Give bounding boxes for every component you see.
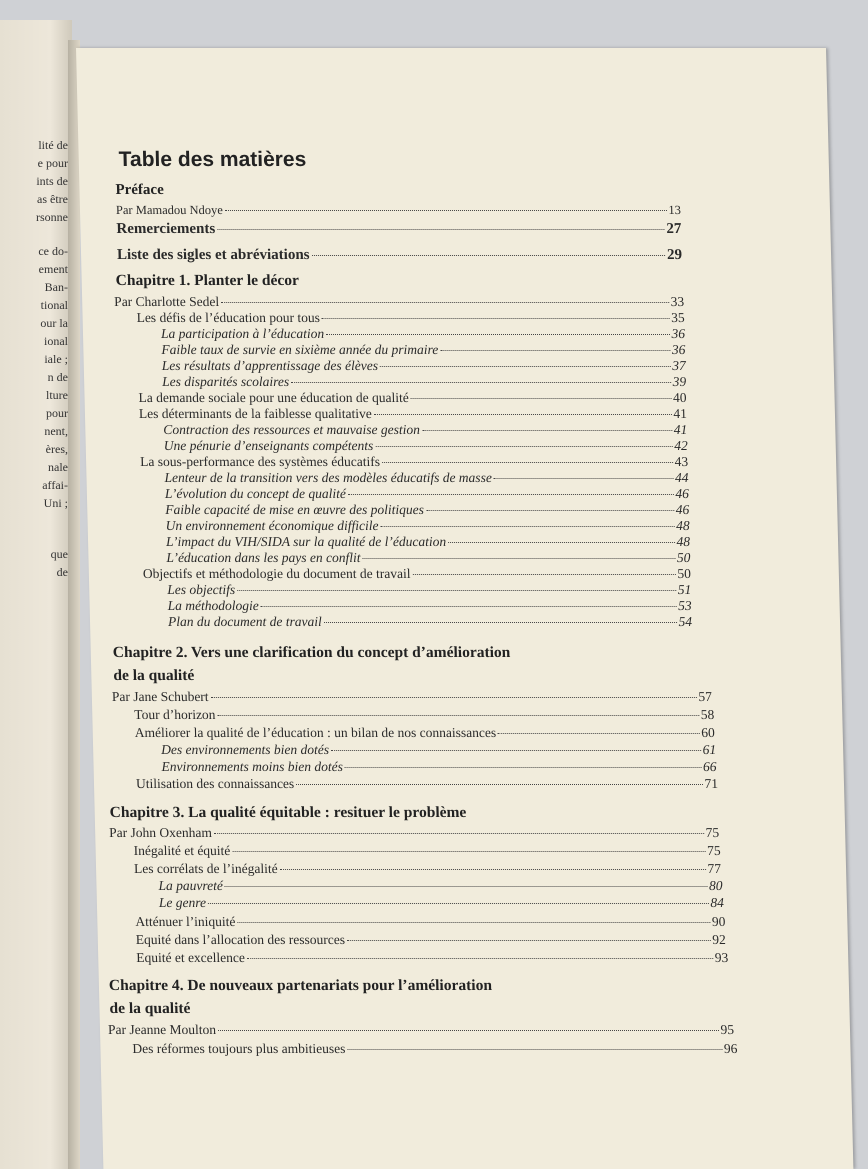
toc-entry bbox=[162, 358, 686, 374]
toc-entry-label: Un environnement économique difficile bbox=[165, 518, 379, 533]
left-page-fragment: rsonne bbox=[36, 210, 68, 224]
toc-entry-label: Par Jane Schubert bbox=[111, 689, 209, 704]
left-page-fragment: ce do- bbox=[38, 244, 68, 258]
dot-leader bbox=[218, 1030, 719, 1031]
toc-entry bbox=[164, 470, 688, 486]
toc-entry bbox=[162, 374, 686, 390]
left-page-fragment: lture bbox=[46, 388, 68, 402]
toc-entry-page: 33 bbox=[670, 294, 685, 309]
toc-entry bbox=[161, 342, 685, 358]
toc-entry-label: Des environnements bien dotés bbox=[160, 742, 330, 757]
toc-entry bbox=[165, 486, 689, 502]
toc-entry-label: Equité dans l’allocation des ressources bbox=[135, 932, 346, 947]
toc-entry-label: Par Charlotte Sedel bbox=[114, 294, 220, 309]
toc-entry-label: Les objectifs bbox=[167, 582, 236, 597]
toc-entry bbox=[158, 878, 722, 894]
dot-leader bbox=[422, 430, 672, 431]
toc-entry-page: 77 bbox=[707, 861, 722, 876]
toc-entry bbox=[166, 534, 690, 550]
toc-entry-label: La participation à l’éducation bbox=[160, 326, 325, 341]
toc-entry bbox=[109, 825, 719, 841]
preface-heading: Préface bbox=[115, 182, 164, 198]
dot-leader bbox=[494, 478, 673, 479]
toc-entry-page: 66 bbox=[702, 759, 717, 774]
toc-entry bbox=[132, 1041, 737, 1057]
toc-entry-page: 84 bbox=[710, 895, 725, 910]
dot-leader bbox=[347, 1049, 722, 1050]
dot-leader bbox=[426, 510, 674, 511]
dot-leader bbox=[237, 922, 709, 923]
toc-entry bbox=[136, 310, 684, 326]
dot-leader bbox=[448, 542, 674, 543]
dot-leader bbox=[363, 558, 675, 559]
toc-entry-label: Liste des sigles et abréviations bbox=[116, 247, 310, 263]
toc-entry-page: 96 bbox=[723, 1041, 738, 1056]
toc-entry-label: Les résultats d’apprentissage des élèves bbox=[161, 358, 379, 373]
toc-entry bbox=[161, 326, 685, 342]
dot-leader bbox=[322, 318, 669, 319]
toc-entry-page: 58 bbox=[700, 707, 715, 722]
book-gutter bbox=[68, 40, 80, 1169]
toc-entry bbox=[161, 759, 716, 775]
toc-entry bbox=[167, 582, 691, 598]
toc-entry-label: L’éducation dans les pays en conflit bbox=[166, 550, 361, 565]
toc-entry bbox=[135, 725, 715, 741]
toc-entry bbox=[134, 707, 714, 723]
toc-entry-page: 27 bbox=[666, 221, 682, 237]
toc-entry-label: La méthodologie bbox=[167, 598, 259, 613]
left-page-fragment: affai- bbox=[42, 478, 68, 492]
dot-leader bbox=[345, 767, 701, 768]
toc-entry-page: 46 bbox=[675, 486, 690, 501]
toc-entry bbox=[138, 390, 686, 406]
toc-entry-label: La sous-performance des systèmes éducatifs bbox=[139, 454, 381, 469]
left-page-fragment: tional bbox=[40, 298, 68, 312]
dot-leader bbox=[326, 334, 669, 335]
toc-entry bbox=[168, 614, 692, 630]
toc-entry-label: Par Jeanne Moulton bbox=[107, 1022, 217, 1037]
toc-entry bbox=[117, 247, 682, 263]
toc-entry-page: 29 bbox=[666, 247, 683, 263]
chapter-2-heading: Chapitre 2. Vers une clarification du concept d’amélioration bbox=[112, 644, 511, 661]
toc-entry-label: Remerciements bbox=[116, 221, 216, 237]
toc-entry-label: Utilisation des connaissances bbox=[135, 776, 295, 791]
toc-entry-label: Des réformes toujours plus ambitieuses bbox=[132, 1041, 346, 1056]
toc-entry bbox=[136, 776, 718, 792]
toc-entry-label: Contraction des ressources et mauvaise gestion bbox=[163, 422, 421, 437]
dot-leader bbox=[225, 210, 667, 211]
toc-entry-label: Améliorer la qualité de l’éducation : un bilan de nos connaissances bbox=[134, 725, 497, 740]
toc-entry-page: 92 bbox=[712, 932, 726, 947]
left-facing-page bbox=[0, 20, 72, 1169]
toc-entry bbox=[167, 598, 691, 614]
toc-entry-page: 90 bbox=[711, 914, 726, 929]
toc-entry-page: 43 bbox=[674, 454, 689, 469]
toc-entry-label: Tour d’horizon bbox=[134, 707, 216, 722]
toc-entry-page: 35 bbox=[670, 310, 685, 325]
toc-entry-label: L’impact du VIH/SIDA sur la qualité de l’éducation bbox=[165, 534, 447, 549]
toc-entry-page: 95 bbox=[720, 1022, 735, 1037]
toc-entry bbox=[143, 566, 691, 582]
toc-entry-page: 13 bbox=[668, 203, 682, 217]
dot-leader bbox=[296, 784, 702, 785]
toc-entry bbox=[139, 406, 687, 422]
toc-entry-page: 53 bbox=[677, 598, 692, 613]
dot-leader bbox=[237, 590, 676, 591]
left-page-fragment: ional bbox=[44, 334, 68, 348]
toc-entry-label: Par Mamadou Ndoye bbox=[115, 203, 224, 217]
toc-entry-label: Par John Oxenham bbox=[108, 825, 213, 840]
toc-entry-page: 41 bbox=[673, 406, 688, 421]
dot-leader bbox=[291, 382, 671, 383]
left-page-fragment: Uni ; bbox=[43, 496, 68, 510]
toc-entry-page: 93 bbox=[714, 950, 729, 965]
toc-entry bbox=[165, 502, 689, 518]
left-page-fragment: n de bbox=[47, 370, 68, 384]
left-page-fragment: nent, bbox=[44, 424, 68, 438]
toc-entry-page: 51 bbox=[677, 582, 692, 597]
left-page-fragment: ints de bbox=[36, 174, 68, 188]
left-page-fragment: de bbox=[56, 565, 68, 579]
dot-leader bbox=[225, 886, 707, 887]
dot-leader bbox=[374, 414, 672, 415]
dot-leader bbox=[498, 733, 699, 734]
left-page-fragment: lité de bbox=[38, 138, 68, 152]
toc-entry-label: Objectifs et méthodologie du document de travail bbox=[142, 566, 411, 581]
left-page-fragment: ement bbox=[38, 262, 68, 276]
toc-entry-label: Equité et excellence bbox=[136, 950, 246, 965]
dot-leader bbox=[324, 622, 677, 623]
dot-leader bbox=[211, 697, 697, 698]
toc-entry-page: 75 bbox=[705, 825, 720, 840]
toc-entry bbox=[136, 932, 726, 948]
toc-title: Table des matières bbox=[118, 148, 307, 171]
dot-leader bbox=[214, 833, 704, 834]
toc-entry-page: 36 bbox=[671, 326, 686, 341]
dot-leader bbox=[280, 869, 706, 870]
toc-entry-label: Atténuer l’iniquité bbox=[135, 914, 236, 929]
dot-leader bbox=[217, 715, 698, 716]
toc-entry-label: Les déterminants de la faiblesse qualitative bbox=[138, 406, 372, 421]
toc-entry bbox=[135, 914, 725, 930]
dot-leader bbox=[348, 494, 674, 495]
chapter-4-heading: Chapitre 4. De nouveaux partenariats pour l’amélioration bbox=[108, 977, 493, 994]
toc-entry bbox=[136, 950, 728, 966]
toc-entry-page: 80 bbox=[708, 878, 723, 893]
toc-entry bbox=[114, 294, 684, 310]
toc-entry bbox=[164, 438, 688, 454]
dot-leader bbox=[217, 229, 664, 230]
toc-entry bbox=[133, 843, 720, 859]
toc-entry bbox=[165, 518, 689, 534]
toc-entry bbox=[163, 422, 687, 438]
toc-entry-label: L’évolution du concept de qualité bbox=[164, 486, 347, 501]
dot-leader bbox=[347, 940, 710, 941]
dot-leader bbox=[380, 366, 670, 367]
dot-leader bbox=[261, 606, 676, 607]
toc-entry-page: 36 bbox=[671, 342, 686, 357]
dot-leader bbox=[208, 903, 708, 904]
toc-entry-page: 60 bbox=[701, 725, 715, 740]
dot-leader bbox=[312, 255, 666, 256]
toc-entry-page: 54 bbox=[678, 614, 693, 629]
left-page-fragment: ères, bbox=[45, 442, 68, 456]
toc-entry-label: Faible capacité de mise en œuvre des politiques bbox=[165, 502, 425, 517]
left-page-fragment: e pour bbox=[37, 156, 68, 170]
toc-entry bbox=[134, 861, 721, 877]
toc-entry-page: 42 bbox=[674, 438, 688, 453]
toc-entry bbox=[161, 742, 716, 758]
dot-leader bbox=[380, 526, 674, 527]
dot-leader bbox=[440, 350, 670, 351]
chapter-2-heading-cont: de la qualité bbox=[113, 667, 195, 684]
toc-entry-label: Le genre bbox=[158, 895, 207, 910]
toc-entry-page: 71 bbox=[704, 776, 719, 791]
toc-entry-page: 40 bbox=[672, 390, 687, 405]
toc-entry bbox=[140, 454, 688, 470]
toc-entry-label: La pauvreté bbox=[158, 878, 224, 893]
toc-entry-page: 57 bbox=[698, 689, 713, 704]
left-page-fragment: nale bbox=[48, 460, 68, 474]
toc-entry-label: La demande sociale pour une éducation de qualité bbox=[138, 390, 409, 405]
toc-entry-page: 48 bbox=[675, 518, 690, 533]
toc-entry-label: Une pénurie d’enseignants compétents bbox=[163, 438, 374, 453]
toc-entry-label: Environnements moins bien dotés bbox=[161, 759, 344, 774]
left-page-fragment: as être bbox=[37, 192, 68, 206]
dot-leader bbox=[413, 574, 676, 575]
toc-entry-page: 44 bbox=[674, 470, 689, 485]
toc-entry-label: Faible taux de survie en sixième année du primaire bbox=[161, 342, 439, 357]
toc-entry bbox=[159, 895, 724, 911]
toc-entry-label: Lenteur de la transition vers des modèles éducatifs de masse bbox=[164, 470, 493, 485]
dot-leader bbox=[232, 851, 705, 852]
toc-entry bbox=[112, 689, 712, 705]
toc-entry-label: Les défis de l’éducation pour tous bbox=[136, 310, 321, 325]
chapter-1-heading: Chapitre 1. Planter le décor bbox=[115, 272, 300, 289]
toc-entry bbox=[116, 202, 681, 218]
chapter-3-heading: Chapitre 3. La qualité équitable : resituer le problème bbox=[109, 804, 467, 821]
dot-leader bbox=[411, 398, 671, 399]
left-page-fragment: Ban- bbox=[44, 280, 68, 294]
toc-entry-page: 48 bbox=[676, 534, 691, 549]
toc-entry-page: 41 bbox=[673, 422, 688, 437]
toc-entry-label: Les corrélats de l’inégalité bbox=[133, 861, 278, 876]
toc-entry-label: Les disparités scolaires bbox=[161, 374, 290, 389]
toc-entry bbox=[116, 221, 681, 237]
left-page-fragment: pour bbox=[46, 406, 68, 420]
toc-entry bbox=[166, 550, 690, 566]
dot-leader bbox=[221, 302, 669, 303]
toc-entry-page: 46 bbox=[675, 502, 690, 517]
toc-page bbox=[76, 48, 853, 1169]
chapter-4-heading-cont: de la qualité bbox=[109, 1000, 191, 1017]
left-page-fragment: iale ; bbox=[44, 352, 68, 366]
toc-entry-page: 50 bbox=[677, 566, 692, 581]
dot-leader bbox=[382, 462, 673, 463]
toc-entry-label: Inégalité et équité bbox=[133, 843, 231, 858]
dot-leader bbox=[375, 446, 672, 447]
left-page-fragment: our la bbox=[40, 316, 68, 330]
toc-entry-page: 50 bbox=[676, 550, 691, 565]
dot-leader bbox=[331, 750, 701, 751]
toc-entry bbox=[108, 1022, 734, 1038]
toc-entry-label: Plan du document de travail bbox=[167, 614, 322, 629]
left-page-fragment: que bbox=[50, 547, 68, 561]
toc-entry-page: 61 bbox=[702, 742, 717, 757]
toc-entry-page: 75 bbox=[706, 843, 721, 858]
toc-entry-page: 39 bbox=[672, 374, 687, 389]
toc-entry-page: 37 bbox=[672, 358, 686, 373]
dot-leader bbox=[247, 958, 713, 959]
